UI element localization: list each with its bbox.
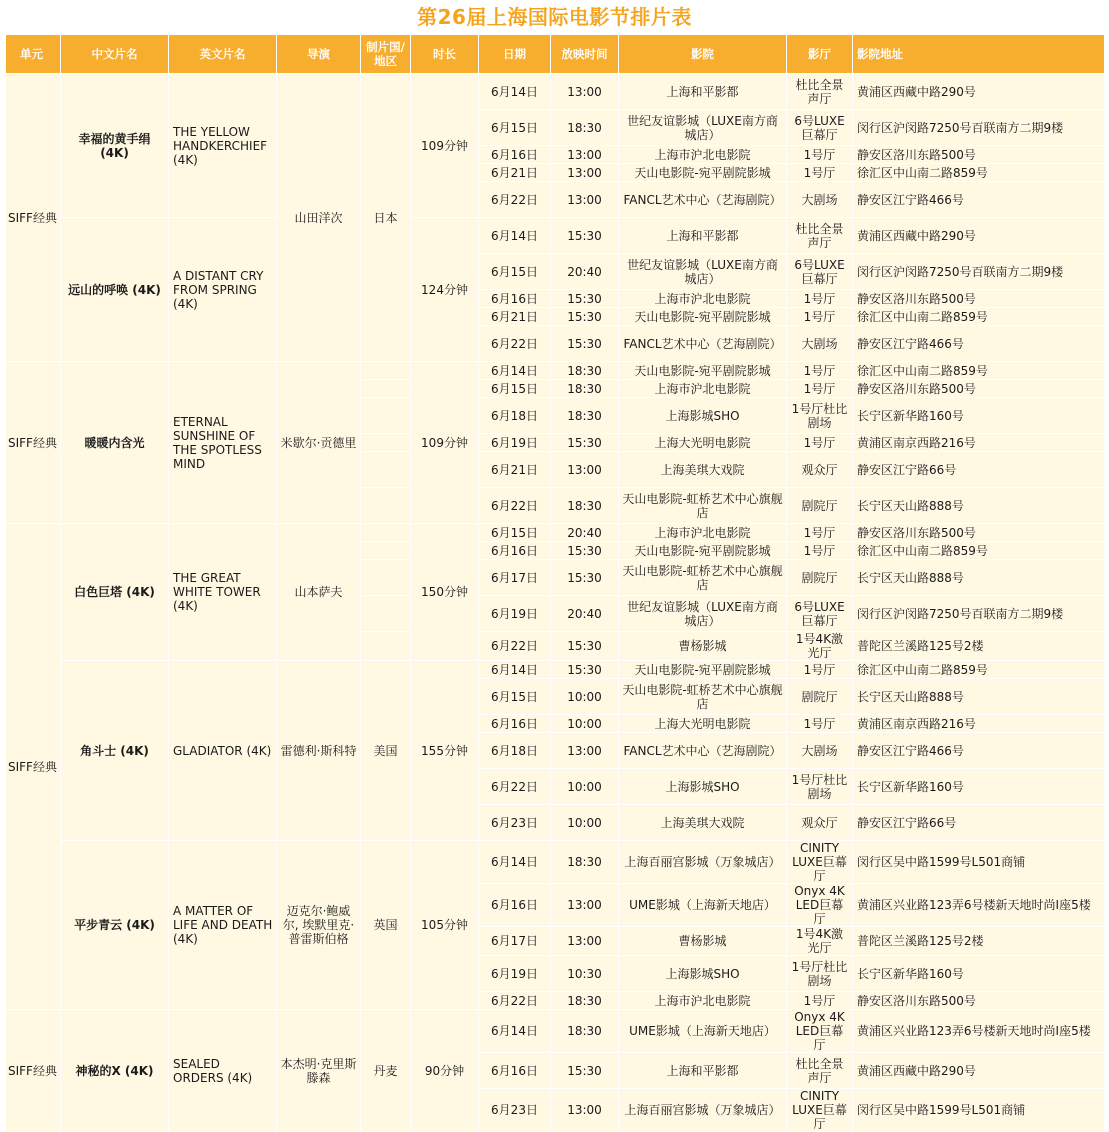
country-cell: 美国 (361, 661, 411, 841)
header-cn-title: 中文片名 (61, 35, 169, 74)
time-cell: 13:00 (551, 74, 619, 110)
venue-cell: 上海大光明电影院 (619, 715, 787, 733)
time-cell: 18:30 (551, 841, 619, 884)
hall-cell: 1号4K激光厅 (787, 632, 853, 661)
table-row (6, 1010, 1105, 1053)
address-cell: 闵行区沪闵路7250号百联南方二期9楼 (853, 254, 1105, 290)
unit-cell: SIFF经典 (6, 1010, 61, 1132)
date-cell: 6月21日 (479, 164, 551, 182)
hall-cell: 1号厅杜比剧场 (787, 956, 853, 992)
venue-cell: UME影城（上海新天地店） (619, 1010, 787, 1053)
hall-cell: 大剧场 (787, 733, 853, 769)
date-cell: 6月16日 (479, 715, 551, 733)
time-cell: 15:30 (551, 308, 619, 326)
time-cell: 13:00 (551, 1089, 619, 1132)
venue-cell: 曹杨影城 (619, 632, 787, 661)
en-title-cell: THE GREAT WHITE TOWER (4K) (169, 524, 277, 661)
hall-cell: 剧院厅 (787, 488, 853, 524)
hall-cell: 1号厅 (787, 992, 853, 1010)
header-venue: 影院 (619, 35, 787, 74)
hall-cell: 1号厅 (787, 524, 853, 542)
address-cell: 黄浦区南京西路216号 (853, 715, 1105, 733)
time-cell: 13:00 (551, 452, 619, 488)
time-cell: 13:00 (551, 884, 619, 927)
venue-cell: 天山电影院-宛平剧院影城 (619, 164, 787, 182)
date-cell: 6月22日 (479, 488, 551, 524)
duration-cell: 150分钟 (411, 524, 479, 661)
venue-cell: FANCL艺术中心（艺海剧院） (619, 326, 787, 362)
date-cell: 6月14日 (479, 661, 551, 679)
date-cell: 6月18日 (479, 733, 551, 769)
date-cell: 6月22日 (479, 992, 551, 1010)
schedule-body (6, 74, 1105, 1132)
hall-cell: 6号LUXE巨幕厅 (787, 254, 853, 290)
country-cell (361, 434, 411, 452)
header-date: 日期 (479, 35, 551, 74)
address-cell: 黄浦区西藏中路290号 (853, 1053, 1105, 1089)
time-cell: 15:30 (551, 218, 619, 254)
date-cell: 6月22日 (479, 326, 551, 362)
date-cell: 6月18日 (479, 398, 551, 434)
address-cell: 黄浦区西藏中路290号 (853, 218, 1105, 254)
time-cell: 18:30 (551, 362, 619, 380)
hall-cell: 剧院厅 (787, 560, 853, 596)
date-cell: 6月16日 (479, 146, 551, 164)
address-cell: 静安区洛川东路500号 (853, 524, 1105, 542)
country-cell (361, 452, 411, 488)
date-cell: 6月21日 (479, 452, 551, 488)
time-cell: 18:30 (551, 380, 619, 398)
hall-cell: 6号LUXE巨幕厅 (787, 596, 853, 632)
time-cell: 15:30 (551, 542, 619, 560)
time-cell: 18:30 (551, 1010, 619, 1053)
hall-cell: 1号厅 (787, 434, 853, 452)
venue-cell: 天山电影院-虹桥艺术中心旗舰店 (619, 560, 787, 596)
time-cell: 10:30 (551, 956, 619, 992)
table-row (6, 218, 1105, 254)
venue-cell: 上海市沪北电影院 (619, 146, 787, 164)
en-title-cell: ETERNAL SUNSHINE OF THE SPOTLESS MIND (169, 362, 277, 524)
date-cell: 6月17日 (479, 927, 551, 956)
time-cell: 18:30 (551, 992, 619, 1010)
header-duration: 时长 (411, 35, 479, 74)
hall-cell: 杜比全景声厅 (787, 1053, 853, 1089)
table-row (6, 74, 1105, 110)
table-row (6, 661, 1105, 679)
country-cell: 日本 (361, 74, 411, 362)
duration-cell: 109分钟 (411, 362, 479, 524)
table-row (6, 524, 1105, 542)
address-cell: 长宁区天山路888号 (853, 679, 1105, 715)
address-cell: 徐汇区中山南二路859号 (853, 542, 1105, 560)
cn-title-cell: 角斗士 (4K) (61, 661, 169, 841)
time-cell: 15:30 (551, 434, 619, 452)
address-cell: 徐汇区中山南二路859号 (853, 661, 1105, 679)
hall-cell: 1号厅 (787, 362, 853, 380)
hall-cell: 1号厅 (787, 290, 853, 308)
hall-cell: Onyx 4K LED巨幕厅 (787, 1010, 853, 1053)
hall-cell: 大剧场 (787, 326, 853, 362)
header-unit: 单元 (6, 35, 61, 74)
address-cell: 静安区江宁路466号 (853, 182, 1105, 218)
time-cell: 13:00 (551, 146, 619, 164)
cn-title-cell: 白色巨塔 (4K) (61, 524, 169, 661)
date-cell: 6月16日 (479, 884, 551, 927)
venue-cell: 天山电影院-宛平剧院影城 (619, 542, 787, 560)
venue-cell: 天山电影院-宛平剧院影城 (619, 362, 787, 380)
header-address: 影院地址 (853, 35, 1105, 74)
venue-cell: 天山电影院-虹桥艺术中心旗舰店 (619, 488, 787, 524)
venue-cell: 天山电影院-宛平剧院影城 (619, 308, 787, 326)
cn-title-cell: 暖暖内含光 (61, 362, 169, 524)
date-cell: 6月15日 (479, 524, 551, 542)
header-row (6, 35, 1105, 74)
hall-cell: 1号厅杜比剧场 (787, 769, 853, 805)
address-cell: 长宁区新华路160号 (853, 956, 1105, 992)
time-cell: 10:00 (551, 715, 619, 733)
country-cell (361, 596, 411, 632)
time-cell: 10:00 (551, 679, 619, 715)
venue-cell: 世纪友谊影城（LUXE南方商城店） (619, 110, 787, 146)
en-title-cell: A MATTER OF LIFE AND DEATH (4K) (169, 841, 277, 1010)
unit-cell: SIFF经典 (6, 74, 61, 362)
cn-title-cell: 远山的呼唤 (4K) (61, 218, 169, 362)
venue-cell: 上海市沪北电影院 (619, 524, 787, 542)
duration-cell: 124分钟 (411, 218, 479, 362)
header-director: 导演 (277, 35, 361, 74)
en-title-cell: SEALED ORDERS (4K) (169, 1010, 277, 1132)
hall-cell: CINITY LUXE巨幕厅 (787, 1089, 853, 1132)
date-cell: 6月14日 (479, 74, 551, 110)
director-cell: 山本萨夫 (277, 524, 361, 661)
venue-cell: 上海和平影都 (619, 1053, 787, 1089)
table-row (6, 841, 1105, 884)
address-cell: 静安区洛川东路500号 (853, 290, 1105, 308)
address-cell: 黄浦区兴业路123弄6号楼新天地时尚I座5楼 (853, 884, 1105, 927)
country-cell (361, 488, 411, 524)
venue-cell: 世纪友谊影城（LUXE南方商城店） (619, 596, 787, 632)
date-cell: 6月19日 (479, 434, 551, 452)
table-row (6, 362, 1105, 380)
hall-cell: CINITY LUXE巨幕厅 (787, 841, 853, 884)
hall-cell: 1号4K激光厅 (787, 927, 853, 956)
director-cell: 雷德利·斯科特 (277, 661, 361, 841)
duration-cell: 90分钟 (411, 1010, 479, 1132)
address-cell: 闵行区沪闵路7250号百联南方二期9楼 (853, 596, 1105, 632)
address-cell: 黄浦区南京西路216号 (853, 434, 1105, 452)
time-cell: 18:30 (551, 488, 619, 524)
time-cell: 20:40 (551, 524, 619, 542)
country-cell: 英国 (361, 841, 411, 1010)
hall-cell: Onyx 4K LED巨幕厅 (787, 884, 853, 927)
hall-cell: 1号厅 (787, 661, 853, 679)
director-cell: 山田洋次 (277, 74, 361, 362)
venue-cell: FANCL艺术中心（艺海剧院） (619, 182, 787, 218)
en-title-cell: THE YELLOW HANDKERCHIEF (4K) (169, 74, 277, 218)
time-cell: 15:30 (551, 560, 619, 596)
date-cell: 6月22日 (479, 632, 551, 661)
date-cell: 6月16日 (479, 542, 551, 560)
address-cell: 长宁区新华路160号 (853, 398, 1105, 434)
venue-cell: 世纪友谊影城（LUXE南方商城店） (619, 254, 787, 290)
hall-cell: 杜比全景声厅 (787, 74, 853, 110)
hall-cell: 大剧场 (787, 182, 853, 218)
time-cell: 15:30 (551, 326, 619, 362)
duration-cell: 105分钟 (411, 841, 479, 1010)
time-cell: 10:00 (551, 805, 619, 841)
venue-cell: 曹杨影城 (619, 927, 787, 956)
address-cell: 静安区洛川东路500号 (853, 380, 1105, 398)
time-cell: 10:00 (551, 769, 619, 805)
director-cell: 米歇尔·贡德里 (277, 362, 361, 524)
page-title: 第26届上海国际电影节排片表 (417, 5, 692, 29)
hall-cell: 1号厅 (787, 164, 853, 182)
date-cell: 6月16日 (479, 1053, 551, 1089)
time-cell: 15:30 (551, 1053, 619, 1089)
cn-title-cell: 平步青云 (4K) (61, 841, 169, 1010)
time-cell: 20:40 (551, 596, 619, 632)
en-title-cell: A DISTANT CRY FROM SPRING (4K) (169, 218, 277, 362)
country-cell (361, 398, 411, 434)
venue-cell: 上海影城SHO (619, 398, 787, 434)
venue-cell: FANCL艺术中心（艺海剧院） (619, 733, 787, 769)
date-cell: 6月16日 (479, 290, 551, 308)
en-title-cell: GLADIATOR (4K) (169, 661, 277, 841)
country-cell (361, 524, 411, 542)
unit-cell: SIFF经典 (6, 524, 61, 1010)
time-cell: 13:00 (551, 733, 619, 769)
venue-cell: 上海影城SHO (619, 769, 787, 805)
hall-cell: 观众厅 (787, 452, 853, 488)
address-cell: 静安区江宁路66号 (853, 452, 1105, 488)
hall-cell: 1号厅 (787, 542, 853, 560)
time-cell: 20:40 (551, 254, 619, 290)
cn-title-cell: 幸福的黄手绢 (4K) (61, 74, 169, 218)
schedule-table (5, 34, 1105, 1132)
address-cell: 闵行区吴中路1599号L501商铺 (853, 1089, 1105, 1132)
date-cell: 6月14日 (479, 1010, 551, 1053)
date-cell: 6月15日 (479, 679, 551, 715)
address-cell: 徐汇区中山南二路859号 (853, 164, 1105, 182)
unit-cell: SIFF经典 (6, 362, 61, 524)
venue-cell: 天山电影院-虹桥艺术中心旗舰店 (619, 679, 787, 715)
address-cell: 长宁区新华路160号 (853, 769, 1105, 805)
venue-cell: 上海市沪北电影院 (619, 380, 787, 398)
director-cell: 迈克尔·鲍威尔, 埃默里克·普雷斯伯格 (277, 841, 361, 1010)
country-cell (361, 632, 411, 661)
duration-cell: 109分钟 (411, 74, 479, 218)
venue-cell: 上海大光明电影院 (619, 434, 787, 452)
date-cell: 6月22日 (479, 769, 551, 805)
address-cell: 长宁区天山路888号 (853, 488, 1105, 524)
address-cell: 普陀区兰溪路125号2楼 (853, 632, 1105, 661)
date-cell: 6月21日 (479, 308, 551, 326)
country-cell (361, 380, 411, 398)
venue-cell: 上海市沪北电影院 (619, 290, 787, 308)
time-cell: 18:30 (551, 398, 619, 434)
date-cell: 6月15日 (479, 254, 551, 290)
address-cell: 徐汇区中山南二路859号 (853, 362, 1105, 380)
address-cell: 闵行区沪闵路7250号百联南方二期9楼 (853, 110, 1105, 146)
venue-cell: 上海美琪大戏院 (619, 805, 787, 841)
hall-cell: 1号厅 (787, 380, 853, 398)
address-cell: 静安区洛川东路500号 (853, 146, 1105, 164)
date-cell: 6月14日 (479, 362, 551, 380)
hall-cell: 1号厅杜比剧场 (787, 398, 853, 434)
time-cell: 15:30 (551, 632, 619, 661)
address-cell: 静安区洛川东路500号 (853, 992, 1105, 1010)
address-cell: 普陀区兰溪路125号2楼 (853, 927, 1105, 956)
venue-cell: UME影城（上海新天地店） (619, 884, 787, 927)
hall-cell: 6号LUXE巨幕厅 (787, 110, 853, 146)
venue-cell: 上海影城SHO (619, 956, 787, 992)
header-en-title: 英文片名 (169, 35, 277, 74)
date-cell: 6月23日 (479, 805, 551, 841)
address-cell: 闵行区吴中路1599号L501商铺 (853, 841, 1105, 884)
country-cell (361, 542, 411, 560)
venue-cell: 上海和平影都 (619, 218, 787, 254)
address-cell: 长宁区天山路888号 (853, 560, 1105, 596)
address-cell: 静安区江宁路466号 (853, 733, 1105, 769)
hall-cell: 1号厅 (787, 715, 853, 733)
hall-cell: 观众厅 (787, 805, 853, 841)
venue-cell: 上海百丽宫影城（万象城店） (619, 1089, 787, 1132)
date-cell: 6月22日 (479, 182, 551, 218)
venue-cell: 天山电影院-宛平剧院影城 (619, 661, 787, 679)
hall-cell: 1号厅 (787, 146, 853, 164)
header-hall: 影厅 (787, 35, 853, 74)
time-cell: 13:00 (551, 164, 619, 182)
hall-cell: 1号厅 (787, 308, 853, 326)
country-cell (361, 362, 411, 380)
address-cell: 黄浦区兴业路123弄6号楼新天地时尚I座5楼 (853, 1010, 1105, 1053)
country-cell (361, 560, 411, 596)
duration-cell: 155分钟 (411, 661, 479, 841)
director-cell: 本杰明·克里斯滕森 (277, 1010, 361, 1132)
time-cell: 15:30 (551, 290, 619, 308)
hall-cell: 剧院厅 (787, 679, 853, 715)
date-cell: 6月15日 (479, 110, 551, 146)
country-cell: 丹麦 (361, 1010, 411, 1132)
time-cell: 18:30 (551, 110, 619, 146)
time-cell: 13:00 (551, 927, 619, 956)
date-cell: 6月19日 (479, 596, 551, 632)
cn-title-cell: 神秘的X (4K) (61, 1010, 169, 1132)
address-cell: 徐汇区中山南二路859号 (853, 308, 1105, 326)
date-cell: 6月23日 (479, 1089, 551, 1132)
date-cell: 6月14日 (479, 841, 551, 884)
header-country: 制片国/地区 (361, 35, 411, 74)
venue-cell: 上海和平影都 (619, 74, 787, 110)
address-cell: 黄浦区西藏中路290号 (853, 74, 1105, 110)
date-cell: 6月19日 (479, 956, 551, 992)
time-cell: 15:30 (551, 661, 619, 679)
venue-cell: 上海百丽宫影城（万象城店） (619, 841, 787, 884)
header-time: 放映时间 (551, 35, 619, 74)
date-cell: 6月14日 (479, 218, 551, 254)
hall-cell: 杜比全景声厅 (787, 218, 853, 254)
date-cell: 6月15日 (479, 380, 551, 398)
address-cell: 静安区江宁路66号 (853, 805, 1105, 841)
venue-cell: 上海美琪大戏院 (619, 452, 787, 488)
time-cell: 13:00 (551, 182, 619, 218)
venue-cell: 上海市沪北电影院 (619, 992, 787, 1010)
address-cell: 静安区江宁路466号 (853, 326, 1105, 362)
date-cell: 6月17日 (479, 560, 551, 596)
